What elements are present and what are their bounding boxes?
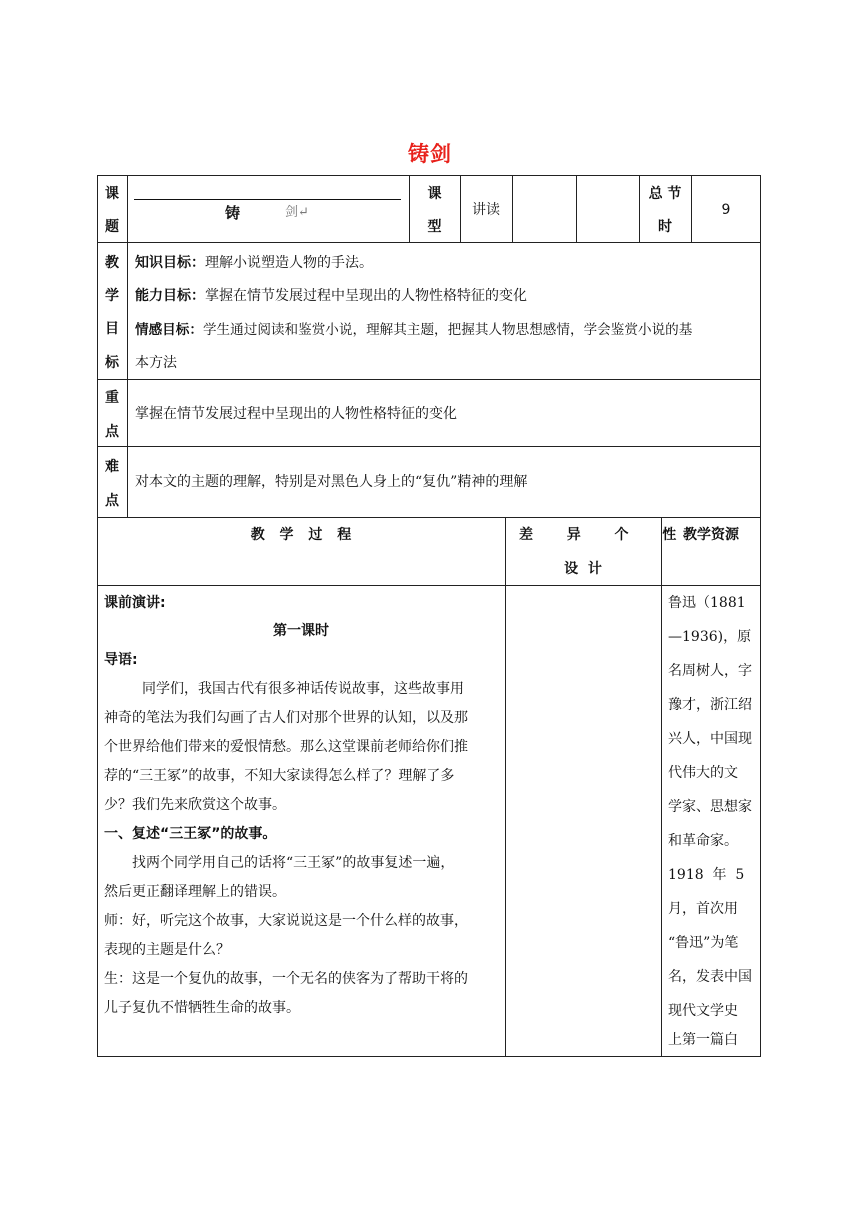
resource-line-14: 上第一篇白 [668, 1032, 738, 1048]
type-label-1: 课 [427, 186, 442, 202]
intro-line-4: 荐的“三王冢”的故事，不知大家读得怎么样了？理解了多 [104, 768, 455, 784]
resource-line-4: 豫才，浙江绍 [668, 697, 752, 713]
knowledge-goal-text: 理解小说塑造人物的手法。 [205, 255, 373, 271]
intro-label: 导语: [104, 652, 138, 668]
hours-value: 9 [721, 202, 731, 218]
topic-underline [134, 199, 401, 200]
document-title: 铸剑 [408, 142, 452, 166]
key-point-text: 掌握在情节发展过程中呈现出的人物性格特征的变化 [135, 406, 457, 422]
topic-label-1: 课 [105, 186, 119, 202]
goals-label-3: 目 [105, 321, 119, 337]
ability-goal [135, 286, 527, 306]
difficulty-label-1: 难 [105, 459, 119, 475]
section1-line-3: 师：好，听完这个故事，大家说说这是一个什么样的故事， [104, 913, 468, 929]
emotion-goal-text-1: 学生通过阅读和鉴赏小说，理解其主题，把握其人物思想感情，学会鉴赏小说的基 [202, 322, 693, 338]
resources-header: 教学资源 [683, 527, 739, 543]
goals-label-2: 学 [105, 288, 119, 304]
section1-line-2: 然后更正翻译理解上的错误。 [104, 884, 286, 900]
emotion-goal-label: 情感目标： [135, 322, 203, 338]
difficulty-text: 对本文的主题的理解，特别是对黑色人身上的“复仇”精神的理解 [135, 474, 528, 490]
type-label-2: 型 [427, 219, 442, 235]
emotion-goal [135, 320, 692, 340]
goals-label-1: 教 [105, 255, 119, 271]
intro-line-3: 个世界给他们带来的爱恨情愁。那么这堂课前老师给你们推 [104, 739, 468, 755]
resource-line-1: 鲁迅（1881 [668, 595, 746, 611]
section1-line-1: 找两个同学用自己的话将“三王冢”的故事复述一遍， [132, 855, 455, 871]
resource-line-7: 学家、思想家 [668, 799, 752, 815]
hours-label-1: 总 节 [648, 186, 682, 202]
diff-design-header-1: 差 异 个 性 [519, 527, 677, 543]
speech-label: 课前演讲: [104, 595, 166, 611]
lesson-title: 第一课时 [273, 623, 329, 639]
ability-goal-text: 掌握在情节发展过程中呈现出的人物性格特征的变化 [205, 288, 527, 304]
hours-label-2: 时 [658, 219, 672, 235]
emotion-goal-text-2: 本方法 [135, 355, 177, 371]
key-point-label-2: 点 [105, 424, 119, 440]
section1-line-4: 表现的主题是什么？ [104, 942, 230, 958]
topic-char-1: 铸 [225, 204, 241, 222]
type-value: 讲读 [472, 202, 500, 218]
section1-line-5: 生：这是一个复仇的故事，一个无名的侠客为了帮助干将的 [104, 971, 468, 987]
diff-design-header-2: 设 计 [564, 561, 602, 577]
intro-line-1: 同学们，我国古代有很多神话传说故事，这些故事用 [142, 681, 464, 697]
process-header: 教 学 过 程 [250, 527, 352, 543]
resource-line-3: 名周树人，字 [668, 663, 752, 679]
resource-line-5: 兴人，中国现 [668, 731, 752, 747]
resource-line-13: 现代文学史 [668, 1003, 738, 1019]
section1-line-6: 儿子复仇不惜牺牲生命的故事。 [104, 1000, 300, 1016]
ability-goal-label: 能力目标： [135, 288, 205, 304]
goals-label-4: 标 [105, 355, 119, 371]
resource-line-11: “鲁迅”为笔 [668, 935, 739, 951]
topic-label-2: 题 [105, 219, 119, 235]
resource-line-8: 和革命家。 [668, 833, 738, 849]
intro-line-5: 少？我们先来欣赏这个故事。 [104, 797, 286, 813]
resource-line-2: —1936)，原 [668, 629, 752, 645]
knowledge-goal-label: 知识目标： [135, 255, 205, 271]
resource-line-10: 月，首次用 [668, 901, 738, 917]
intro-line-2: 神奇的笔法为我们勾画了古人们对那个世界的认知，以及那 [104, 710, 468, 726]
difficulty-label-2: 点 [105, 493, 119, 509]
resource-line-6: 代伟大的文 [668, 765, 738, 781]
resource-line-12: 名，发表中国 [668, 969, 752, 985]
resource-line-9: 1918 年 5 [668, 867, 745, 883]
section1-title: 一、复述“三王冢”的故事。 [104, 826, 277, 842]
knowledge-goal [135, 253, 373, 273]
key-point-label-1: 重 [105, 390, 119, 406]
topic-char-2: 剑↵ [285, 205, 309, 220]
